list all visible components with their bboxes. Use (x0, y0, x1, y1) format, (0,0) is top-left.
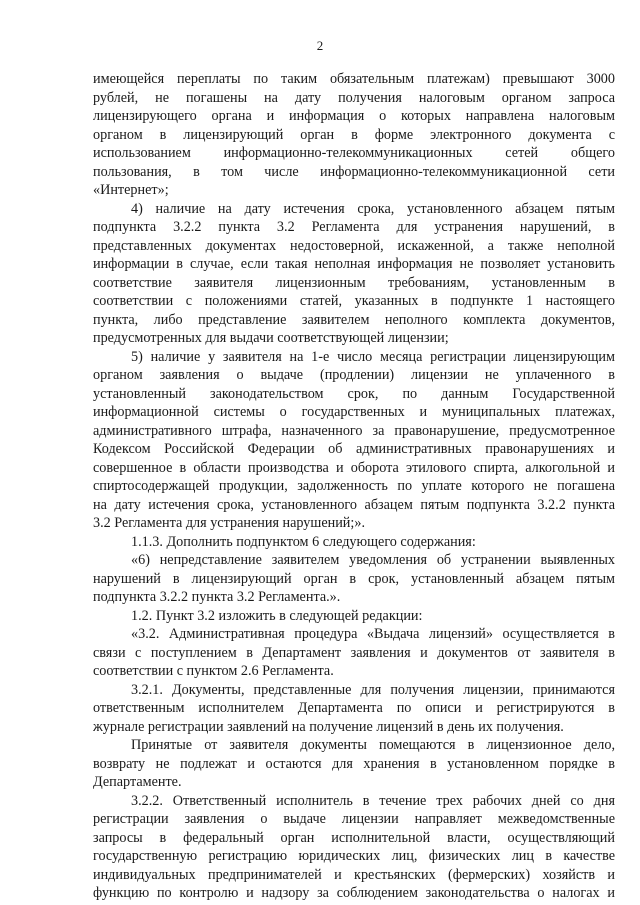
text-line: подпункта 3.2.2 пункта 3.2 Регламента.». (93, 589, 341, 605)
text-line: соответствии с пунктом 2.6 Регламента. (93, 663, 334, 679)
text-line: имеющейся переплаты по таким обязательным платежам) превышают 3000 (93, 71, 615, 87)
paragraph (93, 625, 615, 681)
paragraph (93, 792, 615, 903)
text-line: регистрации заявления о выдаче лицензии направляет межведомственные (93, 811, 615, 827)
document-body (93, 70, 615, 903)
text-line: установленный законодательством срок, по данным Государственной (93, 385, 615, 402)
paragraph (93, 348, 615, 533)
text-line: 5) наличие у заявителя на 1-е число месяца регистрации лицензирующим (131, 348, 615, 365)
text-line: 4) наличие на дату истечения срока, установленного абзацем пятым (131, 200, 615, 217)
text-line: использованием информационно-телекоммуникационных сетей общего (93, 145, 615, 161)
text-line: Кодексом Российской Федерации об административных правонарушениях и (93, 441, 615, 457)
text-line: связи с поступлением в Департамент заявления и документов от заявителя в (93, 644, 615, 661)
paragraph (93, 551, 615, 607)
text-line: органом в лицензирующий орган в форме электронного документа с (93, 126, 615, 143)
text-line: соответствии с положениями статей, указанных в подпункте 1 настоящего (93, 293, 615, 309)
paragraph (93, 200, 615, 348)
text-line: государственную регистрацию юридических лиц, физических лиц в качестве (93, 848, 615, 864)
text-line: индивидуальных предпринимателей и крестьянских (фермерских) хозяйств и (93, 866, 615, 883)
text-line: ответственным исполнителем Департамента по описи и регистрируются в (93, 700, 615, 716)
text-line: на дату истечения срока, установленного абзацем пятым подпункта 3.2.2 пункта (93, 496, 615, 513)
text-line: предусмотренных для выдачи соответствующей лицензии; (93, 330, 449, 346)
text-line: пункта, либо представление заявителем неполного комплекта документов, (93, 311, 615, 328)
text-line: нарушений в лицензирующий орган в срок, установленный абзацем пятым (93, 570, 615, 587)
text-line: подпункта 3.2.2 пункта 3.2 Регламента для устранения нарушений, в (93, 219, 615, 235)
text-line: органом заявления о выдаче (продлении) лицензии не уплаченного в (93, 367, 615, 383)
paragraph (93, 681, 615, 737)
text-line: представленных документах недостоверной, искаженной, а также неполной (93, 237, 615, 254)
paragraph (93, 70, 615, 200)
text-line: совершенное в области производства и оборота этилового спирта, алкогольной и (93, 459, 615, 476)
text-line: функцию по контролю и надзору за соблюдением законодательства о налогах и (93, 885, 615, 901)
text-line: лицензирующего органа и информация о которых направлена налоговым (93, 108, 615, 124)
paragraph (93, 533, 615, 552)
text-line: возврату не подлежат и остаются для хранения в установленном порядке в (93, 755, 615, 772)
text-line: Принятые от заявителя документы помещаются в лицензионное дело, (131, 737, 615, 753)
text-line: запросы в федеральный орган исполнительной власти, осуществляющий (93, 829, 615, 846)
text-line: 3.2 Регламента для устранения нарушений;». (93, 515, 365, 531)
text-line: 3.2.2. Ответственный исполнитель в течение трех рабочих дней со дня (131, 792, 615, 809)
text-line: журнале регистрации заявлений на получение лицензий в день их получения. (93, 718, 564, 735)
text-line: пользования, в том числе информационно-телекоммуникационной сети (93, 163, 615, 180)
text-line: «6) непредставление заявителем уведомления об устранении выявленных (131, 552, 615, 568)
text-line: 3.2.1. Документы, представленные для получения лицензии, принимаются (131, 681, 615, 698)
page-number: 2 (316, 38, 324, 53)
text-line: спиртосодержащей продукции, задолженность по уплате которого не погашена (93, 478, 615, 494)
text-line: «Интернет»; (93, 182, 169, 198)
paragraph (93, 607, 615, 626)
text-line: «3.2. Административная процедура «Выдача лицензий» осуществляется в (131, 626, 615, 642)
paragraph (93, 736, 615, 792)
text-line: соответствие заявителя лицензионным требованиям, установленным в (93, 274, 615, 291)
text-line: 1.1.3. Дополнить подпунктом 6 следующего содержания: (131, 533, 476, 550)
text-line: административного штрафа, назначенного за правонарушение, предусмотренное (93, 422, 615, 439)
text-line: информации в случае, если такая неполная информация не позволяет установить (93, 256, 615, 272)
text-line: Департаменте. (93, 774, 182, 790)
text-line: 1.2. Пункт 3.2 изложить в следующей редакции: (131, 607, 423, 624)
text-line: информационной системы о государственных и муниципальных платежах, (93, 404, 615, 420)
text-line: рублей, не погашены на дату получения налоговым органом запроса (93, 89, 615, 106)
